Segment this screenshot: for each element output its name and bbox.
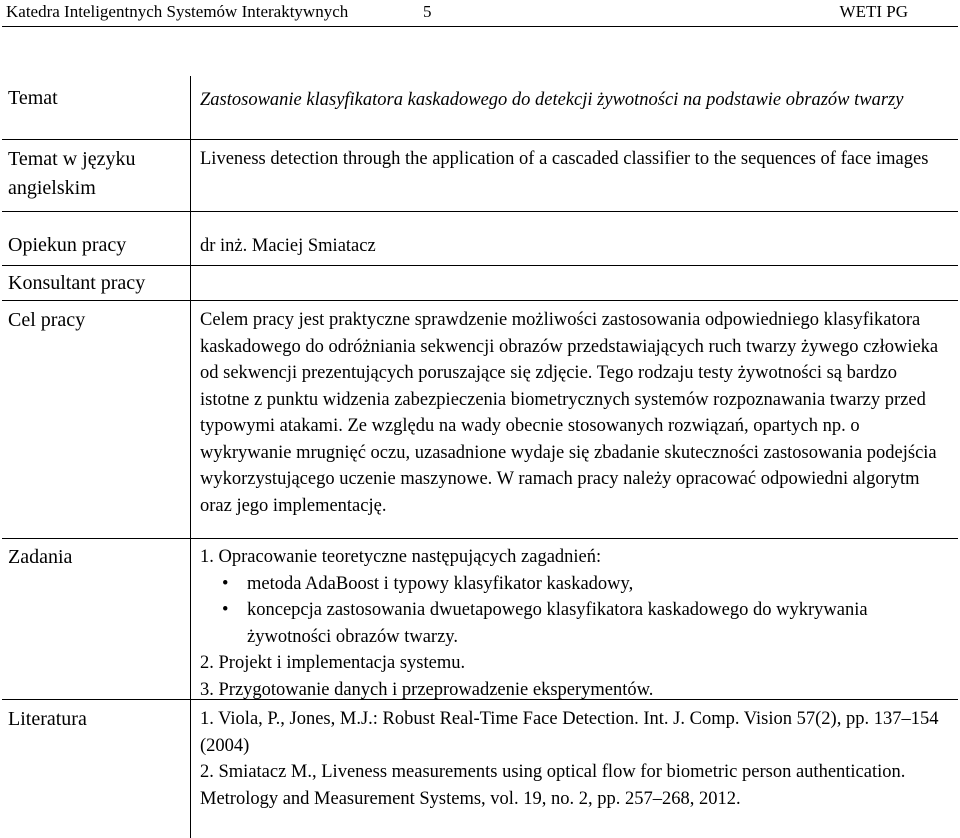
header-department: Katedra Inteligentnych Systemów Interaktywnych (6, 2, 349, 21)
row-divider (2, 300, 958, 301)
row-divider (2, 139, 958, 140)
task-2: 2. Projekt i implementacja systemu. (200, 653, 466, 673)
label-zadania: Zadania (8, 546, 73, 568)
row-divider (2, 699, 958, 700)
row-divider (2, 265, 958, 266)
header-page-number: 5 (423, 2, 432, 21)
label-konsultant: Konsultant pracy (8, 272, 146, 294)
reference-2: 2. Smiatacz M., Liveness measurements using optical flow for biometric person authentication. Metrology and Measurement Systems, vol. 19, no. 2, pp. 257–268, 2012. (200, 762, 906, 809)
header-faculty: WETI PG (839, 2, 908, 21)
value-cel: Celem pracy jest praktyczne sprawdzenie możliwości zastosowania odpowiedniego klasyfikatora kaskadowego do odróżniania sekwencji obrazów przedstawiających ruch twarzy żywego człowieka od sekwencji prezentujących poruszające się zdjęcie. Tego rodzaju testy żywotności są bardzo istotne z punktu widzenia zabezpieczenia biometrycznych systemów rozpoznawania twarzy przed typowymi atakami. Ze względu na wady obecnie stosowanych rozwiązań, opartych np. o wykrywanie mrugnięć oczu, uzasadnione wydaje się zbadanie skuteczności zastosowania podejścia wykorzystującego uczenie maszynowe. W ramach pracy należy opracować odpowiedni algorytm oraz jego implementację. (200, 310, 939, 516)
header-divider (2, 26, 958, 27)
value-literatura (200, 706, 940, 812)
label-opiekun: Opiekun pracy (8, 234, 127, 256)
task-1: 1. Opracowanie teoretyczne następujących zagadnień: (200, 547, 602, 567)
row-divider (2, 211, 958, 212)
column-divider (190, 76, 191, 838)
label-temat: Temat (8, 87, 58, 109)
page-header (0, 0, 960, 24)
label-temat-en-line2: angielskim (8, 177, 96, 199)
label-temat-en-line1: Temat w języku (8, 148, 136, 170)
value-temat: Zastosowanie klasyfikatora kaskadowego do detekcji żywotności na podstawie obrazów twarzy (200, 90, 904, 110)
task-bullet: • koncepcja zastosowania dwuetapowego klasyfikatora kaskadowego do wykrywania żywotności obrazów twarzy. (200, 597, 940, 650)
task-1-subitems (200, 571, 940, 651)
value-temat-en: Liveness detection through the application of a cascaded classifier to the sequences of face images (200, 149, 929, 169)
value-opiekun: dr inż. Maciej Smiatacz (200, 236, 376, 256)
task-3: 3. Przygotowanie danych i przeprowadzenie eksperymentów. (200, 679, 654, 700)
value-zadania (200, 544, 940, 703)
label-cel: Cel pracy (8, 309, 86, 331)
reference-1: 1. Viola, P., Jones, M.J.: Robust Real-Time Face Detection. Int. J. Comp. Vision 57(2), pp. 137–154 (2004) (200, 709, 939, 756)
row-divider (2, 538, 958, 539)
label-temat-en (8, 145, 135, 203)
task-bullet: • metoda AdaBoost i typowy klasyfikator kaskadowy, (200, 571, 940, 598)
label-literatura: Literatura (8, 708, 87, 730)
